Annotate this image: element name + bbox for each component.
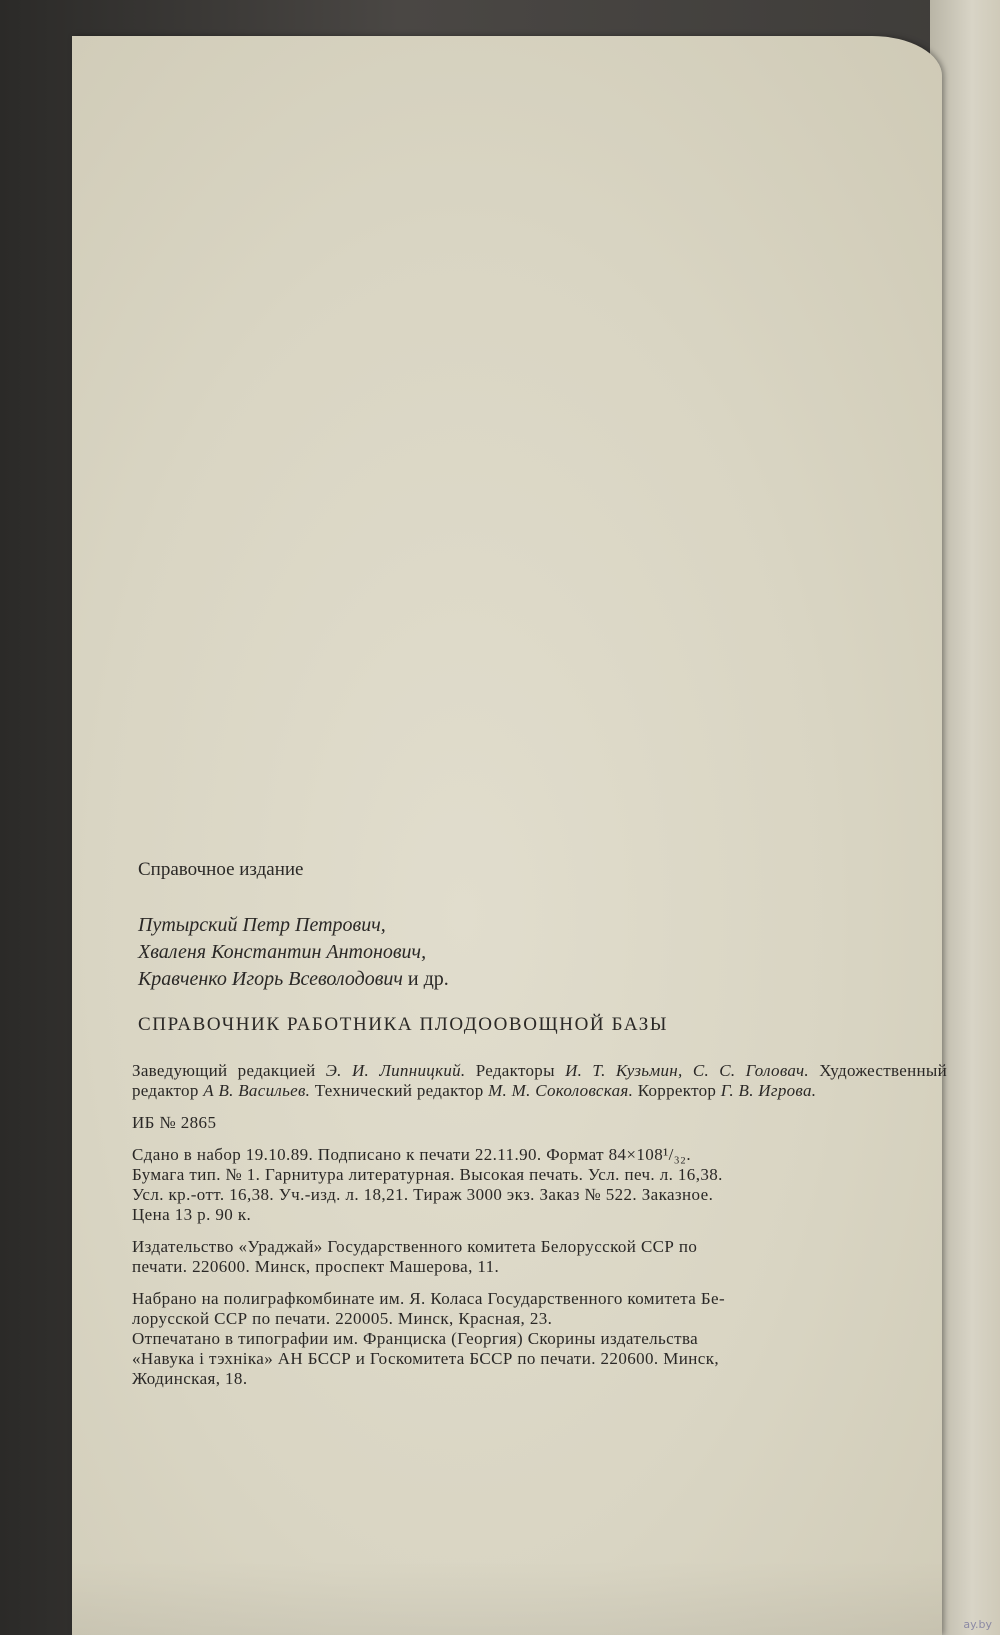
credit-role: Художественный редактор [132,1061,947,1100]
editorial-credits [132,1061,947,1101]
printer-info [132,1289,947,1389]
publisher-line: печати. 220600. Минск, проспект Машерова, 11. [132,1257,500,1276]
printer-line: Жодинская, 18. [132,1369,248,1388]
credit-role: Заведующий редакцией [132,1061,326,1080]
credit-name: Г. В. Игрова. [720,1081,817,1100]
publisher-info [132,1237,947,1277]
printer-line: Набрано на полиграфкомбинате им. Я. Коласа Государственного комитета Бе- [132,1289,726,1308]
publisher-line: Издательство «Ураджай» Государственного комитета Белорусской ССР по [132,1237,698,1256]
print-info-line: Цена 13 р. 90 к. [132,1205,252,1224]
author-list [138,912,947,993]
author-line [138,912,947,939]
author-name: Хваленя Константин Антонович, [138,941,427,963]
credit-name: Э. И. Липницкий. [325,1061,466,1080]
print-info-line: Бумага тип. № 1. Гарнитура литературная. Высокая печать. Усл. печ. л. 16,38. [132,1165,723,1184]
credit-role: Технический редактор [310,1081,489,1100]
ib-number: ИБ № 2865 [132,1113,217,1132]
author-line [138,939,947,966]
print-info-line: Сдано в набор 19.10.89. Подписано к печати 22.11.90. Формат 84×108¹/₃₂. [132,1145,692,1164]
author-suffix: и др. [402,968,449,990]
printer-line: «Навука і тэхніка» АН БССР и Госкомитета БССР по печати. 220600. Минск, [132,1349,720,1368]
book-title: СПРАВОЧНИК РАБОТНИКА ПЛОДООВОЩНОЙ БАЗЫ [138,1014,668,1035]
author-line [138,966,947,993]
printer-line: лорусской ССР по печати. 220005. Минск, Красная, 23. [132,1309,553,1328]
printer-line: Отпечатано в типографии им. Франциска (Георгия) Скорины издательства [132,1329,699,1348]
credit-role: Редакторы [465,1061,566,1080]
site-watermark: ay.by [963,1618,992,1631]
edition-type: Справочное издание [138,859,304,880]
imprint-text [132,860,947,1401]
credit-role: Корректор [633,1081,721,1100]
print-info-line: Усл. кр.-отт. 16,38. Уч.-изд. л. 18,21. Тираж 3000 экз. Заказ № 522. Заказное. [132,1185,714,1204]
credit-name: А В. Васильев. [203,1081,311,1100]
author-name: Кравченко Игорь Всеволодович [138,968,403,990]
credit-name: М. М. Соколовская. [488,1081,634,1100]
credit-name: И. Т. Кузьмин, С. С. Головач. [565,1061,809,1080]
author-name: Путырский Петр Петрович, [138,914,386,936]
print-info [132,1145,947,1225]
